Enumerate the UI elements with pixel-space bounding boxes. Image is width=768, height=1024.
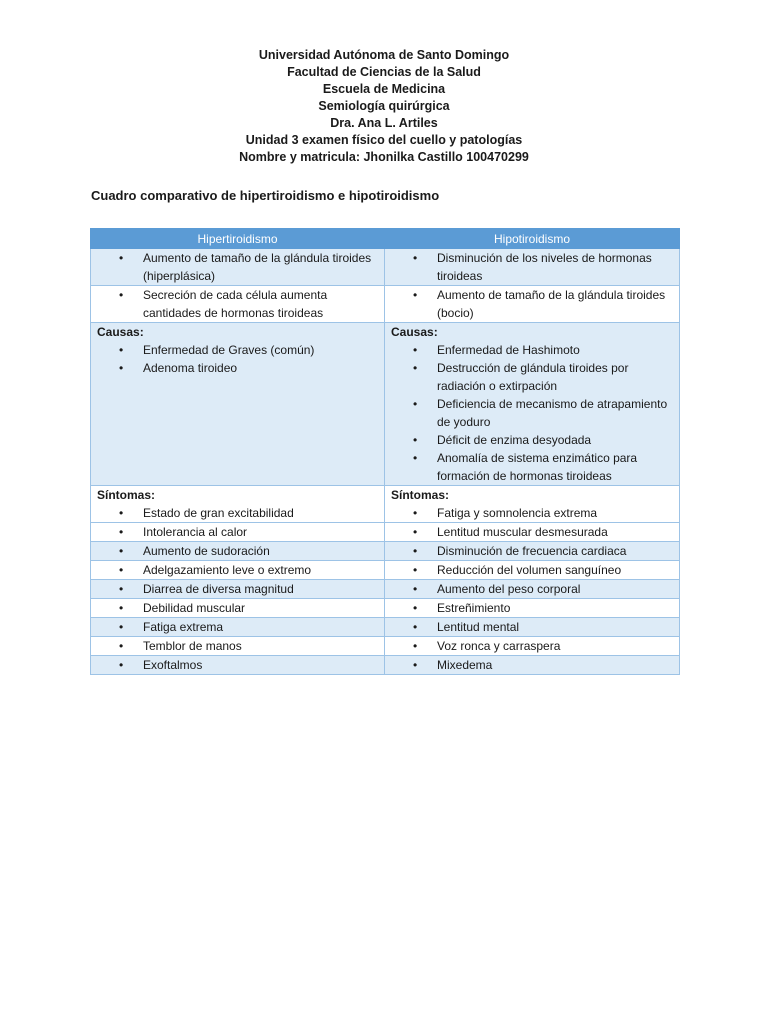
comparison-table <box>90 228 680 675</box>
table-row <box>91 323 680 486</box>
list-item: • Lentitud mental <box>391 618 674 636</box>
column-header-hipotiroidismo: Hipotiroidismo <box>385 229 680 249</box>
list-item: • Exoftalmos <box>97 656 379 674</box>
section-label: Causas: <box>97 325 144 339</box>
list-item: • Fatiga extrema <box>97 618 379 636</box>
bullet-list <box>391 249 674 285</box>
bullet-list <box>97 637 379 655</box>
cell-hipotiroidismo <box>385 286 680 323</box>
list-item: • Reducción del volumen sanguíneo <box>391 561 674 579</box>
bullet-list <box>97 523 379 541</box>
cell-hipotiroidismo <box>385 542 680 561</box>
list-item: • Aumento del peso corporal <box>391 580 674 598</box>
list-item: • Temblor de manos <box>97 637 379 655</box>
cell-hipertiroidismo <box>91 249 385 286</box>
cell-hipotiroidismo <box>385 486 680 523</box>
table-row <box>91 618 680 637</box>
list-item: • Voz ronca y carraspera <box>391 637 674 655</box>
bullet-list <box>97 504 379 522</box>
table-row <box>91 286 680 323</box>
cell-hipertiroidismo <box>91 561 385 580</box>
bullet-list <box>391 341 674 485</box>
cell-hipotiroidismo <box>385 580 680 599</box>
list-item: • Anomalía de sistema enzimático para formación de hormonas tiroideas <box>391 449 674 485</box>
list-item: • Déficit de enzima desyodada <box>391 431 674 449</box>
list-item: • Aumento de tamaño de la glándula tiroides (bocio) <box>391 286 674 322</box>
header-student: Nombre y matricula: Jhonilka Castillo 100470299 <box>239 150 529 164</box>
bullet-list <box>391 618 674 636</box>
list-item: • Aumento de sudoración <box>97 542 379 560</box>
list-item: • Disminución de los niveles de hormonas tiroideas <box>391 249 674 285</box>
bullet-list <box>391 523 674 541</box>
bullet-list <box>97 341 379 377</box>
table-row <box>91 599 680 618</box>
bullet-list <box>391 637 674 655</box>
cell-hipertiroidismo <box>91 618 385 637</box>
list-item: • Mixedema <box>391 656 674 674</box>
cell-hipotiroidismo <box>385 599 680 618</box>
list-item: • Fatiga y somnolencia extrema <box>391 504 674 522</box>
section-label: Síntomas: <box>391 488 450 502</box>
table-row <box>91 561 680 580</box>
cell-hipertiroidismo <box>91 656 385 675</box>
bullet-list <box>97 580 379 598</box>
column-header-hipertiroidismo: Hipertiroidismo <box>91 229 385 249</box>
list-item: • Enfermedad de Graves (común) <box>97 341 379 359</box>
bullet-list <box>391 580 674 598</box>
list-item: • Aumento de tamaño de la glándula tiroides (hiperplásica) <box>97 249 379 285</box>
bullet-list <box>97 599 379 617</box>
list-item: • Adelgazamiento leve o extremo <box>97 561 379 579</box>
table-row <box>91 656 680 675</box>
list-item: • Destrucción de glándula tiroides por radiación o extirpación <box>391 359 674 395</box>
document-title: Cuadro comparativo de hipertiroidismo e hipotiroidismo <box>91 188 440 203</box>
cell-hipotiroidismo <box>385 637 680 656</box>
table-body <box>91 249 680 675</box>
bullet-list <box>97 542 379 560</box>
section-label: Síntomas: <box>97 488 156 502</box>
bullet-list <box>391 561 674 579</box>
bullet-list <box>391 542 674 560</box>
table-row <box>91 637 680 656</box>
cell-hipotiroidismo <box>385 249 680 286</box>
bullet-list <box>391 599 674 617</box>
cell-hipertiroidismo <box>91 323 385 486</box>
table-row <box>91 580 680 599</box>
cell-hipotiroidismo <box>385 523 680 542</box>
cell-hipotiroidismo <box>385 561 680 580</box>
table-row <box>91 249 680 286</box>
header-faculty: Facultad de Ciencias de la Salud <box>287 65 481 79</box>
bullet-list <box>391 656 674 674</box>
bullet-list <box>97 656 379 674</box>
bullet-list <box>97 249 379 285</box>
cell-hipertiroidismo <box>91 542 385 561</box>
header-unit: Unidad 3 examen físico del cuello y patologías <box>245 133 523 147</box>
header-course: Semiología quirúrgica <box>318 99 450 113</box>
list-item: • Intolerancia al calor <box>97 523 379 541</box>
section-label: Causas: <box>391 325 438 339</box>
list-item: • Estreñimiento <box>391 599 674 617</box>
cell-hipotiroidismo <box>385 323 680 486</box>
table-header-row <box>91 229 680 249</box>
cell-hipertiroidismo <box>91 523 385 542</box>
bullet-list <box>391 286 674 322</box>
cell-hipertiroidismo <box>91 637 385 656</box>
list-item: • Enfermedad de Hashimoto <box>391 341 674 359</box>
bullet-list <box>391 504 674 522</box>
bullet-list <box>97 286 379 322</box>
list-item: • Disminución de frecuencia cardiaca <box>391 542 674 560</box>
table-row <box>91 486 680 523</box>
cell-hipotiroidismo <box>385 618 680 637</box>
bullet-list <box>97 561 379 579</box>
list-item: • Adenoma tiroideo <box>97 359 379 377</box>
table-row <box>91 542 680 561</box>
header-school: Escuela de Medicina <box>322 82 446 96</box>
cell-hipotiroidismo <box>385 656 680 675</box>
list-item: • Deficiencia de mecanismo de atrapamiento de yoduro <box>391 395 674 431</box>
table-row <box>91 523 680 542</box>
document-header <box>0 47 768 166</box>
list-item: • Estado de gran excitabilidad <box>97 504 379 522</box>
list-item: • Debilidad muscular <box>97 599 379 617</box>
cell-hipertiroidismo <box>91 486 385 523</box>
cell-hipertiroidismo <box>91 580 385 599</box>
list-item: • Lentitud muscular desmesurada <box>391 523 674 541</box>
cell-hipertiroidismo <box>91 599 385 618</box>
list-item: • Diarrea de diversa magnitud <box>97 580 379 598</box>
list-item: • Secreción de cada célula aumenta cantidades de hormonas tiroideas <box>97 286 379 322</box>
header-professor: Dra. Ana L. Artiles <box>330 116 438 130</box>
bullet-list <box>97 618 379 636</box>
header-university: Universidad Autónoma de Santo Domingo <box>258 48 510 62</box>
cell-hipertiroidismo <box>91 286 385 323</box>
